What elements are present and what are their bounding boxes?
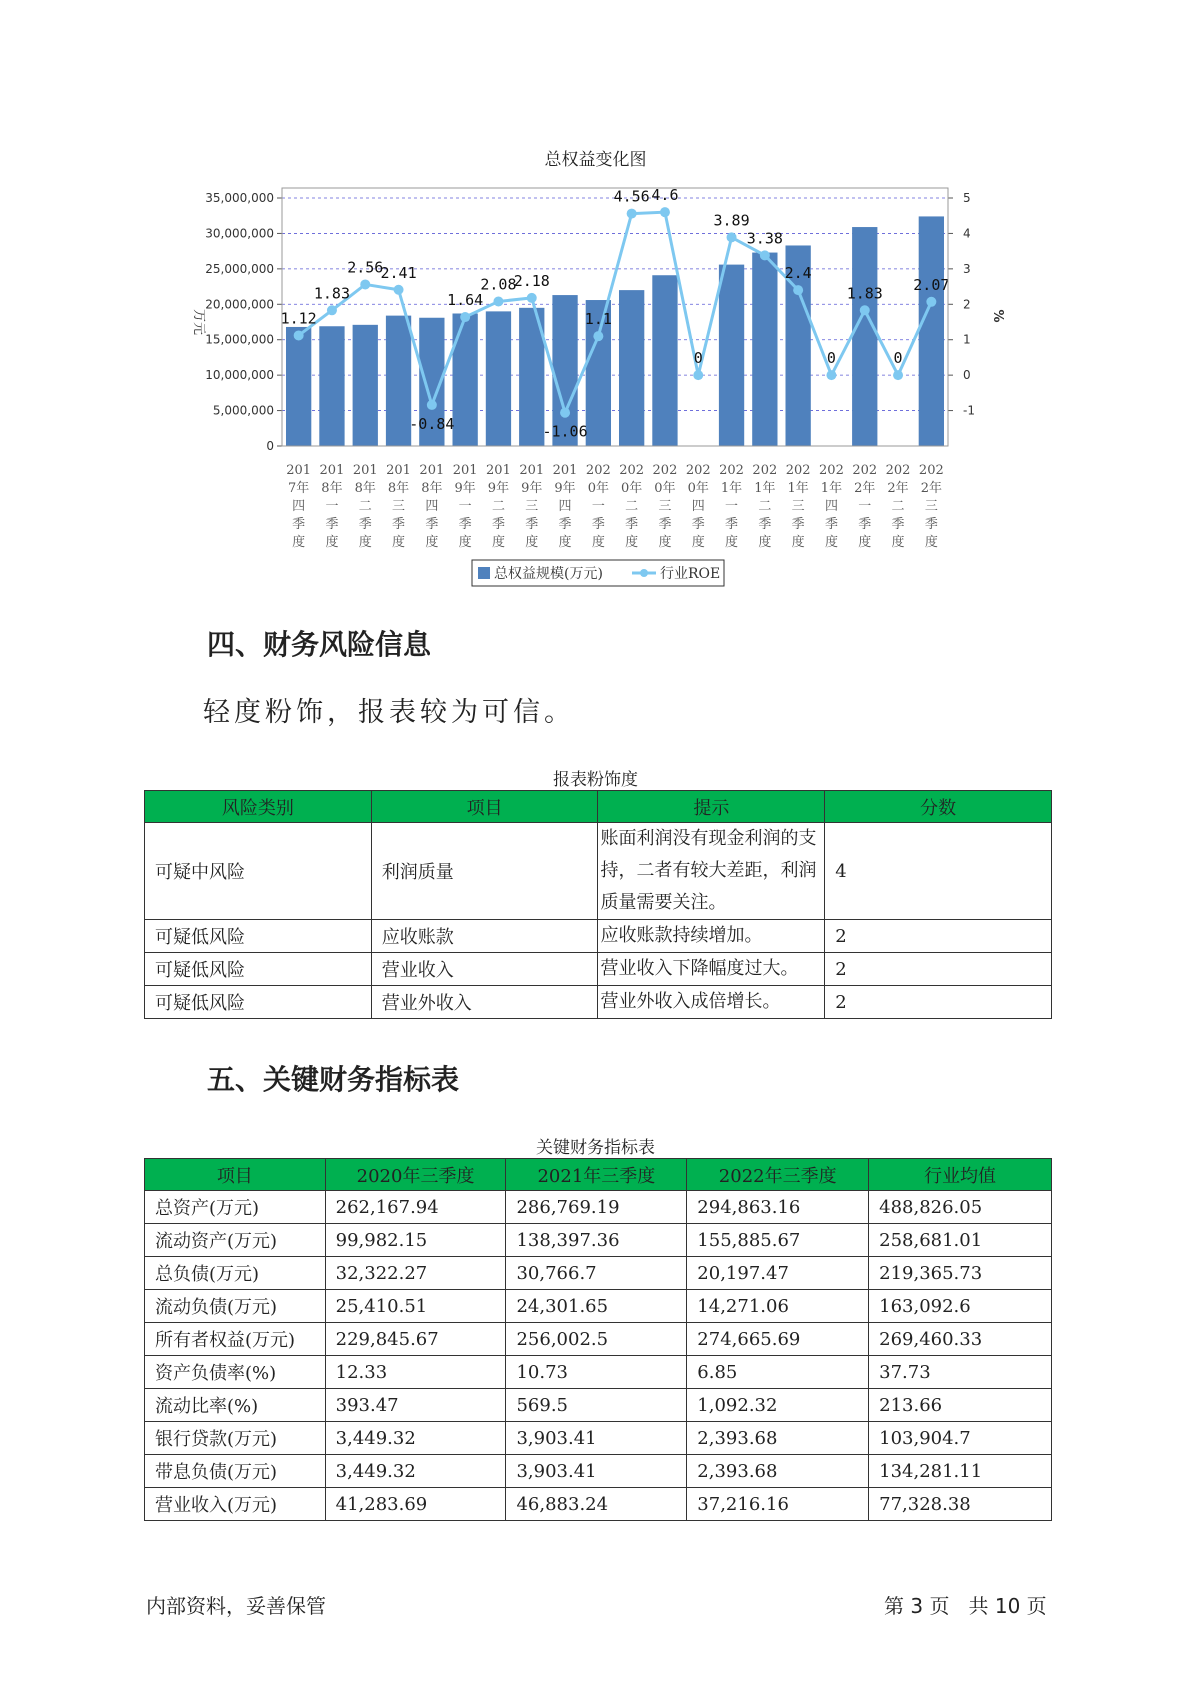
x-tick-label: 度 [725,535,739,550]
x-tick-label: 度 [458,535,472,550]
footer-page-number: 第 3 页 共 10 页 [884,1594,1047,1618]
x-tick-label: 202 [885,463,911,478]
metric-name: 流动负债(万元) [145,1290,326,1323]
y2-axis-title: % [990,309,1005,323]
x-tick-label: 四 [292,499,306,514]
y2-tick-label: 3 [963,261,971,276]
equity-bar [386,316,411,446]
equity-bar [619,290,644,446]
roe-point [394,285,404,295]
y2-tick-label: 2 [963,297,971,312]
roe-point [727,232,737,242]
table-header-row [145,791,1052,823]
metric-value: 213.66 [869,1389,1052,1422]
y2-tick-label: 1 [963,332,971,347]
risk-table-caption: 报表粉饰度 [553,770,638,790]
x-tick-label: 一 [591,499,605,514]
risk-score: 2 [825,953,1052,986]
x-tick-label: 0年 [687,481,709,496]
y2-tick-label: 5 [963,191,971,205]
equity-bar [486,311,511,446]
metric-value: 3,903.41 [506,1422,687,1455]
x-tick-label: 202 [585,463,611,478]
x-tick-label: 度 [658,535,672,550]
table-row [145,1422,1052,1455]
y-tick-label: 25,000,000 [205,261,274,276]
x-tick-label: 季 [425,517,439,532]
x-tick-label: 0年 [587,481,609,496]
risk-category: 可疑中风险 [145,823,372,920]
risk-item: 利润质量 [371,823,598,920]
roe-point [427,400,437,410]
x-tick-label: 一 [725,499,739,514]
metric-value: 138,397.36 [506,1224,687,1257]
y-tick-label: 15,000,000 [205,332,274,347]
metric-value: 258,681.01 [869,1224,1052,1257]
footer-confidential: 内部资料，妥善保管 [146,1594,326,1618]
x-tick-label: 度 [558,535,572,550]
x-tick-label: 201 [486,463,511,478]
x-tick-label: 三 [924,499,938,514]
metric-name: 所有者权益(万元) [145,1323,326,1356]
metric-value: 99,982.15 [325,1224,506,1257]
metric-name: 总负债(万元) [145,1257,326,1290]
x-tick-label: 度 [491,535,505,550]
roe-data-label: 0 [826,349,836,368]
roe-data-label: 2.41 [380,263,417,282]
risk-score: 4 [825,823,1052,920]
metric-value: 10.73 [506,1356,687,1389]
roe-data-label: 2.08 [480,275,517,294]
x-tick-label: 季 [358,517,372,532]
table-row [145,1389,1052,1422]
metric-value: 37.73 [869,1356,1052,1389]
roe-point [593,331,603,341]
x-tick-label: 202 [752,463,778,478]
x-tick-label: 季 [891,517,905,532]
roe-data-label: 4.56 [613,187,650,206]
metric-value: 163,092.6 [869,1290,1052,1323]
x-tick-label: 三 [392,499,406,514]
metric-value: 41,283.69 [325,1488,506,1521]
roe-data-label: 1.12 [280,309,317,328]
metric-value: 2,393.68 [687,1455,869,1488]
roe-point [793,285,803,295]
x-tick-label: 202 [819,463,844,478]
column-header: 项目 [145,1159,326,1191]
roe-data-label: 2.56 [347,258,384,277]
x-tick-label: 202 [719,463,744,478]
x-tick-label: 季 [491,517,505,532]
roe-data-label: -1.06 [542,422,588,441]
risk-tip: 营业外收入成倍增长。 [598,986,825,1019]
x-tick-label: 季 [292,517,306,532]
risk-tip: 营业收入下降幅度过大。 [598,953,825,986]
equity-bar [452,313,477,446]
metric-value: 393.47 [325,1389,506,1422]
x-tick-label: 季 [858,517,872,532]
key-table-caption: 关键财务指标表 [536,1138,655,1158]
metric-value: 30,766.7 [506,1257,687,1290]
roe-point [926,297,936,307]
risk-score: 2 [825,986,1052,1019]
metric-value: 269,460.33 [869,1323,1052,1356]
table-row [145,1257,1052,1290]
x-tick-label: 季 [791,517,805,532]
roe-point [760,250,770,260]
metric-value: 569.5 [506,1389,687,1422]
table-row [145,986,1052,1019]
risk-category: 可疑低风险 [145,986,372,1019]
roe-data-label: -0.84 [409,414,455,433]
x-tick-label: 201 [386,463,411,478]
x-tick-label: 202 [852,463,878,478]
x-tick-label: 二 [625,499,639,514]
x-tick-label: 9年 [487,481,510,496]
x-tick-label: 度 [591,535,605,550]
metric-value: 256,002.5 [506,1323,687,1356]
risk-table [144,790,1052,1019]
x-tick-label: 度 [858,535,872,550]
metric-value: 274,665.69 [687,1323,869,1356]
x-tick-label: 202 [918,463,944,478]
y-axis-title: 万元 [191,308,206,336]
x-tick-label: 季 [558,517,572,532]
metric-value: 3,449.32 [325,1455,506,1488]
x-tick-label: 度 [891,535,905,550]
x-tick-label: 201 [319,463,345,478]
equity-bar [353,325,378,446]
equity-bar [719,265,744,446]
risk-item: 营业收入 [371,953,598,986]
x-tick-label: 1年 [754,481,776,496]
y2-tick-label: 0 [963,368,971,383]
y-tick-label: 35,000,000 [205,191,274,205]
table-header-row [145,1159,1052,1191]
x-tick-label: 9年 [521,481,543,496]
x-tick-label: 季 [691,517,705,532]
metric-value: 294,863.16 [687,1191,869,1224]
x-tick-label: 8年 [354,481,376,496]
section-title-risk: 四、财务风险信息 [207,628,432,661]
roe-point [493,296,503,306]
x-tick-label: 8年 [321,481,343,496]
x-tick-label: 202 [652,463,678,478]
equity-bar [286,327,311,446]
equity-bar [752,253,777,446]
x-tick-label: 9年 [554,481,576,496]
roe-point [327,305,337,315]
legend-line-label: 行业ROE [660,566,721,582]
metric-value: 6.85 [687,1356,869,1389]
table-row [145,1290,1052,1323]
roe-data-label: 0 [893,349,903,368]
x-tick-label: 度 [358,535,372,550]
equity-bar [652,275,677,446]
roe-data-label: 0 [693,349,703,368]
risk-tip: 账面利润没有现金利润的支持，二者有较大差距，利润质量需要关注。 [598,823,825,920]
x-tick-label: 度 [325,535,339,550]
x-tick-label: 季 [525,517,539,532]
x-tick-label: 四 [824,499,838,514]
roe-data-label: 2.4 [784,264,812,283]
table-row [145,953,1052,986]
x-tick-label: 8年 [421,481,443,496]
metric-value: 20,197.47 [687,1257,869,1290]
table-row [145,1356,1052,1389]
legend-bar-swatch [478,567,490,579]
y-tick-label: 20,000,000 [205,297,274,312]
x-tick-label: 202 [685,463,711,478]
metric-value: 14,271.06 [687,1290,869,1323]
equity-bar [319,326,344,446]
x-tick-label: 四 [425,499,439,514]
risk-category: 可疑低风险 [145,953,372,986]
x-tick-label: 季 [725,517,739,532]
y-tick-label: 5,000,000 [212,403,274,418]
metric-name: 流动资产(万元) [145,1224,326,1257]
metric-value: 77,328.38 [869,1488,1052,1521]
x-tick-label: 0年 [654,481,676,496]
x-tick-label: 度 [392,535,406,550]
key-metrics-table [144,1158,1052,1521]
roe-point [627,209,637,219]
roe-point [826,370,836,380]
x-tick-label: 一 [458,499,472,514]
roe-point [527,293,537,303]
metric-name: 带息负债(万元) [145,1455,326,1488]
x-tick-label: 二 [758,499,772,514]
column-header: 分数 [825,791,1052,823]
metric-value: 3,903.41 [506,1455,687,1488]
x-tick-label: 三 [658,499,672,514]
x-tick-label: 一 [858,499,872,514]
roe-point [693,370,703,380]
x-tick-label: 2年 [887,481,909,496]
x-tick-label: 7年 [288,481,310,496]
table-row [145,1323,1052,1356]
metric-value: 103,904.7 [869,1422,1052,1455]
roe-data-label: 2.07 [913,275,950,294]
x-tick-label: 四 [691,499,705,514]
metric-value: 488,826.05 [869,1191,1052,1224]
metric-value: 2,393.68 [687,1422,869,1455]
x-tick-label: 202 [619,463,645,478]
table-row [145,1224,1052,1257]
metric-value: 37,216.16 [687,1488,869,1521]
x-tick-label: 季 [392,517,406,532]
y2-tick-label: -1 [963,403,975,418]
legend-bar-label: 总权益规模(万元) [494,566,603,582]
section-title-key-metrics: 五、关键财务指标表 [207,1063,460,1096]
x-tick-label: 季 [591,517,605,532]
x-tick-label: 8年 [387,481,410,496]
x-tick-label: 201 [452,463,478,478]
risk-score: 2 [825,920,1052,953]
metric-value: 155,885.67 [687,1224,869,1257]
roe-data-label: 2.18 [513,271,550,290]
x-tick-label: 2年 [854,481,876,496]
roe-data-label: 3.38 [746,229,783,248]
risk-category: 可疑低风险 [145,920,372,953]
column-header: 2021年三季度 [506,1159,687,1191]
y2-tick-label: 4 [963,226,971,241]
roe-data-label: 1.64 [447,291,484,310]
x-tick-label: 度 [824,535,838,550]
x-tick-label: 度 [625,535,639,550]
x-tick-label: 度 [791,535,805,550]
x-tick-label: 201 [552,463,578,478]
x-tick-label: 一 [325,499,339,514]
x-tick-label: 度 [924,535,938,550]
chart-title: 总权益变化图 [544,150,647,170]
roe-point [860,305,870,315]
column-header: 风险类别 [145,791,372,823]
roe-data-label: 1.83 [313,284,351,303]
x-tick-label: 202 [785,463,811,478]
table-row [145,1191,1052,1224]
x-tick-label: 1年 [820,481,843,496]
legend-line-marker [640,569,648,577]
metric-value: 12.33 [325,1356,506,1389]
x-tick-label: 2年 [920,481,942,496]
x-tick-label: 度 [691,535,705,550]
equity-chart [0,0,1191,600]
x-tick-label: 季 [658,517,672,532]
x-tick-label: 二 [891,499,905,514]
x-tick-label: 二 [491,499,505,514]
x-tick-label: 度 [425,535,439,550]
y-tick-label: 30,000,000 [205,226,274,241]
x-tick-label: 度 [292,535,306,550]
x-tick-label: 201 [519,463,545,478]
x-tick-label: 201 [352,463,378,478]
metric-value: 262,167.94 [325,1191,506,1224]
x-tick-label: 季 [625,517,639,532]
column-header: 提示 [598,791,825,823]
risk-summary-text: 轻度粉饰，报表较为可信。 [203,697,575,728]
metric-name: 流动比率(%) [145,1389,326,1422]
table-row [145,1455,1052,1488]
x-tick-label: 度 [758,535,772,550]
column-header: 2022年三季度 [687,1159,869,1191]
metric-value: 32,322.27 [325,1257,506,1290]
x-tick-label: 9年 [454,481,476,496]
metric-value: 1,092.32 [687,1389,869,1422]
x-tick-label: 201 [286,463,312,478]
y-tick-label: 0 [266,439,274,453]
x-tick-label: 季 [458,517,472,532]
x-tick-label: 四 [558,499,572,514]
equity-bar [852,227,877,446]
roe-data-label: 4.6 [651,186,679,205]
roe-point [294,330,304,340]
metric-value: 3,449.32 [325,1422,506,1455]
roe-point [893,370,903,380]
metric-value: 219,365.73 [869,1257,1052,1290]
equity-bar [919,216,944,446]
y-tick-label: 10,000,000 [205,368,274,383]
x-tick-label: 三 [791,499,805,514]
roe-point [460,312,470,322]
metric-name: 资产负债率(%) [145,1356,326,1389]
metric-value: 25,410.51 [325,1290,506,1323]
risk-tip: 应收账款持续增加。 [598,920,825,953]
x-tick-label: 1年 [720,481,743,496]
column-header: 项目 [371,791,598,823]
table-row [145,920,1052,953]
metric-name: 总资产(万元) [145,1191,326,1224]
roe-point [360,279,370,289]
plot-frame [282,188,948,446]
metric-value: 46,883.24 [506,1488,687,1521]
table-row [145,1488,1052,1521]
column-header: 行业均值 [869,1159,1052,1191]
x-tick-label: 二 [358,499,372,514]
metric-value: 229,845.67 [325,1323,506,1356]
x-tick-label: 201 [419,463,445,478]
x-tick-label: 季 [758,517,772,532]
column-header: 2020年三季度 [325,1159,506,1191]
risk-item: 营业外收入 [371,986,598,1019]
metric-name: 营业收入(万元) [145,1488,326,1521]
table-row [145,823,1052,920]
roe-data-label: 1.83 [846,284,883,303]
roe-point [660,207,670,217]
roe-data-label: 1.1 [584,310,612,329]
metric-value: 286,769.19 [506,1191,687,1224]
metric-value: 24,301.65 [506,1290,687,1323]
metric-value: 134,281.11 [869,1455,1052,1488]
x-tick-label: 季 [325,517,339,532]
x-tick-label: 0年 [621,481,643,496]
x-tick-label: 三 [525,499,539,514]
x-tick-label: 季 [824,517,838,532]
roe-data-label: 3.89 [713,211,750,230]
metric-name: 银行贷款(万元) [145,1422,326,1455]
roe-point [560,408,570,418]
x-tick-label: 季 [924,517,938,532]
x-tick-label: 1年 [787,481,809,496]
risk-item: 应收账款 [371,920,598,953]
x-tick-label: 度 [525,535,539,550]
